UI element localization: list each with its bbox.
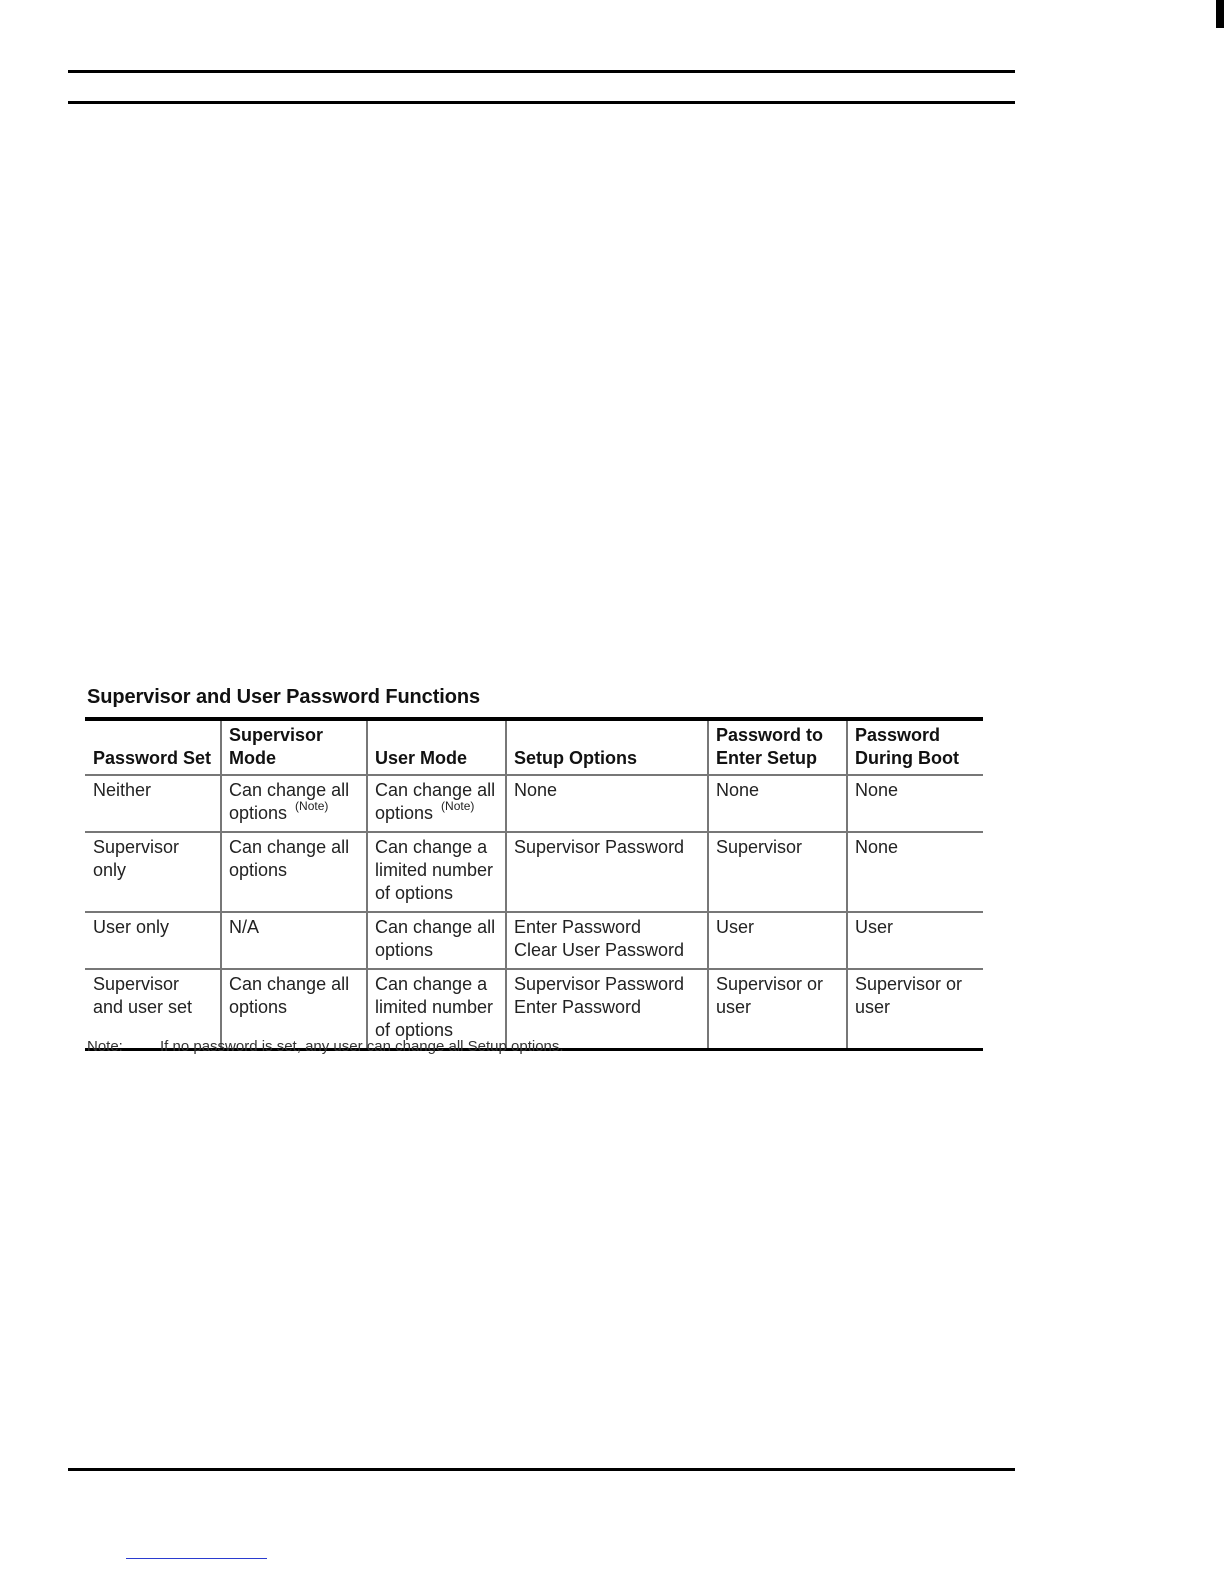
cell-user-mode: Can change a limited number of options <box>367 832 506 912</box>
cell-password-set: Supervisor only <box>85 832 221 912</box>
cell-user-mode: Can change all options <box>367 912 506 969</box>
table-row <box>85 832 983 912</box>
note-text: If no password is set, any user can change all Setup options. <box>160 1038 564 1055</box>
cell-during-boot: None <box>847 832 983 912</box>
header-password-set: Password Set <box>85 719 221 775</box>
password-functions-table <box>85 717 983 1051</box>
note-reference: (Note) <box>441 799 475 813</box>
cell-during-boot: User <box>847 912 983 969</box>
header-rule-top <box>68 70 1015 73</box>
footer-link-underline[interactable] <box>126 1558 267 1559</box>
cell-enter-setup: User <box>708 912 847 969</box>
table-title: Supervisor and User Password Functions <box>87 686 480 708</box>
cell-enter-setup: None <box>708 775 847 832</box>
cell-enter-setup: Supervisor or user <box>708 969 847 1050</box>
cell-setup-options: Supervisor Password <box>506 832 708 912</box>
table-row <box>85 912 983 969</box>
cell-supervisor-mode: Can change all options <box>221 969 367 1050</box>
cell-setup-options: Supervisor Password Enter Password <box>506 969 708 1050</box>
header-rule-bottom <box>68 101 1015 104</box>
footer-rule <box>68 1468 1015 1471</box>
cell-setup-options: None <box>506 775 708 832</box>
cell-during-boot: None <box>847 775 983 832</box>
table-header-row <box>85 719 983 775</box>
page-edge-mark <box>1216 0 1224 28</box>
table-footnote <box>87 1038 564 1055</box>
cell-user-mode: Can change a limited number of options <box>367 969 506 1050</box>
note-label: Note: <box>87 1038 123 1055</box>
cell-during-boot: Supervisor or user <box>847 969 983 1050</box>
cell-setup-options: Enter Password Clear User Password <box>506 912 708 969</box>
cell-password-set: Neither <box>85 775 221 832</box>
header-setup-options: Setup Options <box>506 719 708 775</box>
table-row <box>85 775 983 832</box>
cell-user-mode: Can change all options $^{(Note)}$ <box>367 775 506 832</box>
note-reference: (Note) <box>295 799 329 813</box>
header-user-mode: User Mode <box>367 719 506 775</box>
cell-supervisor-mode: Can change all options <box>221 832 367 912</box>
cell-password-set: User only <box>85 912 221 969</box>
cell-supervisor-mode: N/A <box>221 912 367 969</box>
cell-supervisor-mode: Can change all options $^{(Note)}$ <box>221 775 367 832</box>
cell-enter-setup: Supervisor <box>708 832 847 912</box>
header-supervisor-mode: Supervisor Mode <box>221 719 367 775</box>
header-password-during-boot: Password During Boot <box>847 719 983 775</box>
cell-password-set: Supervisor and user set <box>85 969 221 1050</box>
header-password-enter-setup: Password to Enter Setup <box>708 719 847 775</box>
